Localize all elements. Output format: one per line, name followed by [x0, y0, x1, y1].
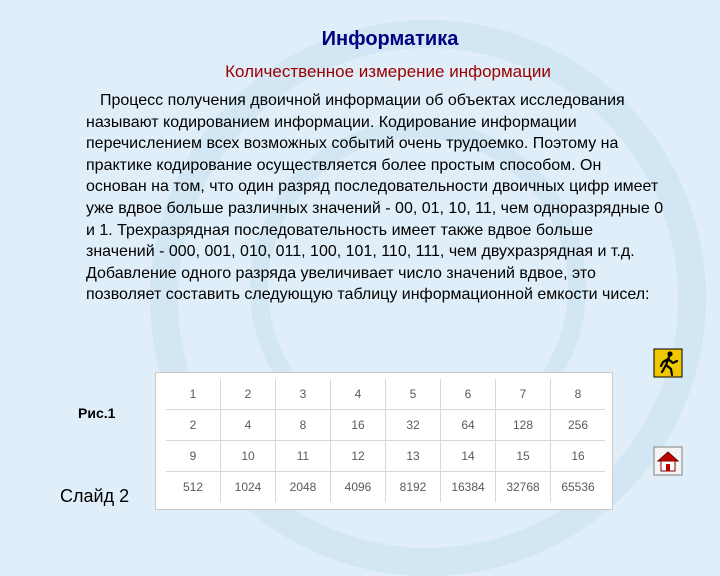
- table-cell: 16: [551, 441, 606, 472]
- table-cell: 128: [496, 410, 551, 441]
- slide-number-label: Слайд 2: [60, 486, 130, 506]
- slide-subtitle: Количественное измерение информации: [225, 62, 551, 81]
- home-icon[interactable]: [653, 446, 683, 476]
- table-cell: 65536: [561, 480, 595, 494]
- table-cell: 12: [331, 441, 386, 472]
- table-cell: 6: [441, 379, 496, 410]
- table-cell: 32768: [496, 472, 551, 503]
- slide-title: Информатика: [321, 28, 459, 50]
- table-cell: 1: [166, 379, 221, 410]
- table-cell: 4096: [331, 472, 386, 503]
- figure-label: Рис.1: [78, 405, 116, 421]
- information-capacity-table: [155, 372, 613, 510]
- body-paragraph: Процесс получения двоичной информации об объектах исследования называют кодированием информации. Кодирование информации перечислением всех возможных событий очень трудоемко. Поэтому на практике кодирование осуществляется более простым способом. Он основан на том, что один разряд последовательности двоичных цифр имеет уже вдвое больше различных значений - 00, 01, 10, 11, чем одноразрядные 0 и 1. Трехразрядная последовательность имеет также вдвое больше значений - 000, 001, 010, 011, 100, 101, 110, 111, чем двухразрядная и т.д. Добавление одного разряда увеличивает число значений вдвое, это позволяет составить следующую таблицу информационной емкости чисел:: [86, 92, 664, 304]
- table-cell: 2: [166, 410, 221, 441]
- table-cell: 3: [276, 379, 331, 410]
- table-cell: 13: [386, 441, 441, 472]
- capacity-table-grid: [166, 379, 605, 502]
- table-cell: 16384: [441, 472, 496, 503]
- table-cell: 256: [551, 410, 606, 441]
- table-cell: 8: [551, 379, 606, 410]
- table-row: [166, 379, 605, 410]
- table-cell: 2048: [276, 472, 331, 503]
- table-cell: 2: [221, 379, 276, 410]
- table-cell: 15: [496, 441, 551, 472]
- table-cell: 5: [386, 379, 441, 410]
- table-cell: 512: [166, 472, 221, 503]
- table-cell: 9: [166, 441, 221, 472]
- table-cell: 10: [221, 441, 276, 472]
- walking-person-icon[interactable]: [653, 348, 683, 378]
- table-cell: 32: [386, 410, 441, 441]
- table-cell: 8192: [386, 472, 441, 503]
- table-row: [166, 472, 605, 503]
- table-cell: 8: [276, 410, 331, 441]
- table-cell: 11: [276, 441, 331, 472]
- table-cell: 7: [496, 379, 551, 410]
- table-cell: 14: [441, 441, 496, 472]
- table-row: [166, 410, 605, 441]
- table-cell: 1024: [221, 472, 276, 503]
- table-cell: 4: [331, 379, 386, 410]
- table-cell: 4: [221, 410, 276, 441]
- table-row: [166, 441, 605, 472]
- table-cell: 16: [331, 410, 386, 441]
- table-cell: 64: [441, 410, 496, 441]
